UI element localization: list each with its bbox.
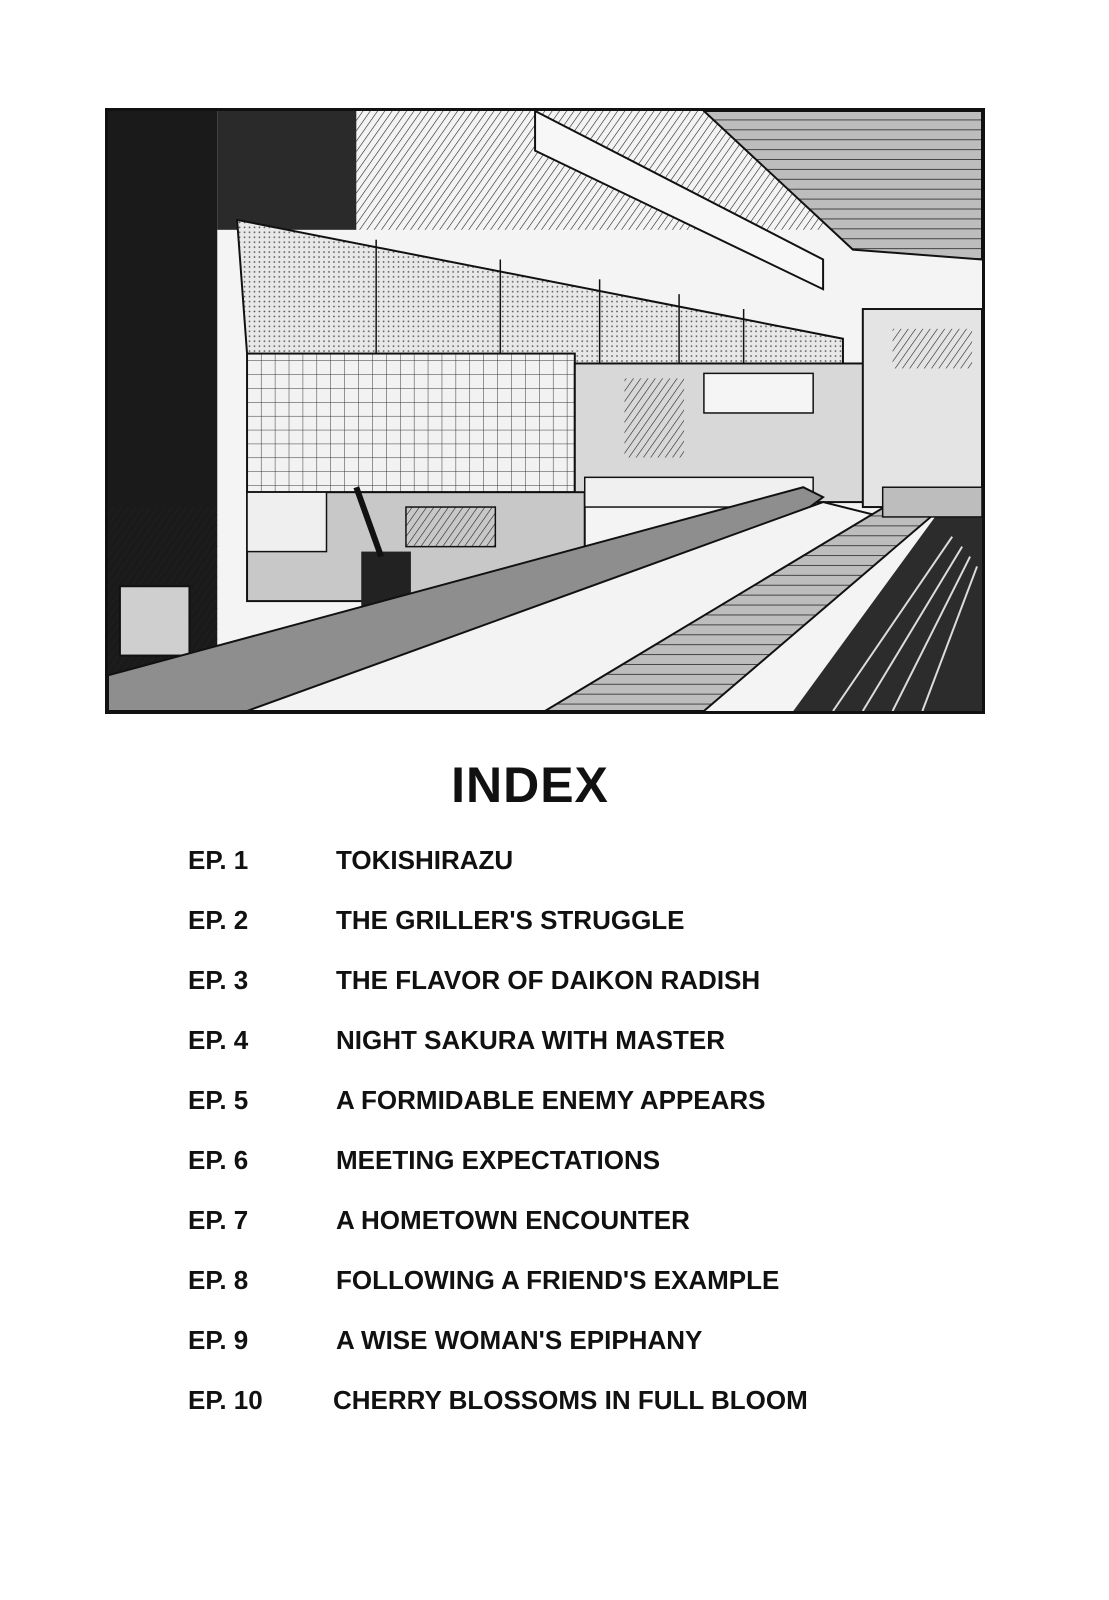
toc-entry-10 <box>188 1378 968 1438</box>
toc-entry-6 <box>188 1138 968 1198</box>
episode-title: THE GRILLER'S STRUGGLE <box>336 905 685 935</box>
kitchen-counter-illustration <box>105 108 985 714</box>
episode-number: EP. 8 <box>188 1265 249 1295</box>
toc-entry-7 <box>188 1198 968 1258</box>
toc-entry-1 <box>188 838 968 898</box>
toc-entry-9 <box>188 1318 968 1378</box>
episode-number: EP. 3 <box>188 965 249 995</box>
illustration-drawing <box>108 111 982 711</box>
episode-number: EP. 6 <box>188 1145 249 1175</box>
episode-title: A WISE WOMAN'S EPIPHANY <box>336 1325 703 1355</box>
episode-number: EP. 4 <box>188 1025 249 1055</box>
toc-entry-8 <box>188 1258 968 1318</box>
page-title: INDEX <box>451 757 609 813</box>
episode-title: TOKISHIRAZU <box>336 845 514 875</box>
toc-entry-5 <box>188 1078 968 1138</box>
episode-number: EP. 2 <box>188 905 249 935</box>
table-of-contents <box>188 838 968 1438</box>
toc-entry-4 <box>188 1018 968 1078</box>
episode-title: MEETING EXPECTATIONS <box>336 1145 661 1175</box>
episode-number: EP. 7 <box>188 1205 249 1235</box>
episode-number: EP. 9 <box>188 1325 249 1355</box>
toc-entry-2 <box>188 898 968 958</box>
episode-number: EP. 10 <box>188 1385 263 1415</box>
episode-title: THE FLAVOR OF DAIKON RADISH <box>336 965 761 995</box>
episode-number: EP. 1 <box>188 845 249 875</box>
toc-entry-3 <box>188 958 968 1018</box>
episode-title: FOLLOWING A FRIEND'S EXAMPLE <box>336 1265 780 1295</box>
episode-title: A FORMIDABLE ENEMY APPEARS <box>336 1085 766 1115</box>
episode-title: NIGHT SAKURA WITH MASTER <box>336 1025 726 1055</box>
episode-number: EP. 5 <box>188 1085 249 1115</box>
episode-title: CHERRY BLOSSOMS IN FULL BLOOM <box>333 1385 808 1415</box>
episode-title: A HOMETOWN ENCOUNTER <box>336 1205 690 1235</box>
